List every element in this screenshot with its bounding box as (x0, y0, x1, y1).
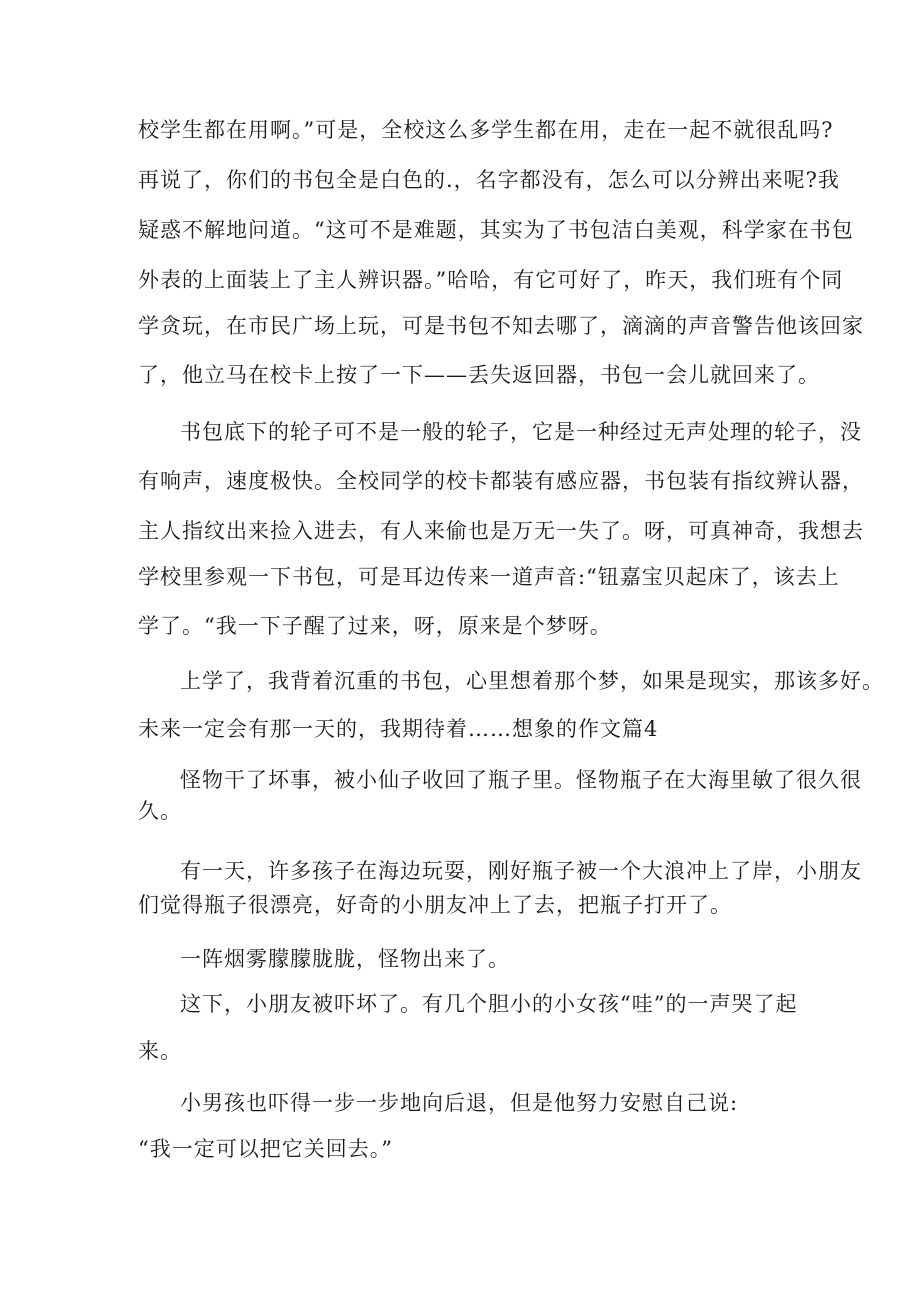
text-line: 上学了，我背着沉重的书包，心里想着那个梦，如果是现实，那该多好。 (180, 669, 884, 693)
text-line: 小男孩也吓得一步一步地向后退，但是他努力安慰自己说: (180, 1091, 739, 1115)
text-line: 学校里参观一下书包，可是耳边传来一道声音:“钮嘉宝贝起床了，该去上 (138, 565, 840, 589)
text-line: 再说了，你们的书包全是白色的.，名字都没有，怎么可以分辨出来呢?我 (138, 168, 840, 192)
text-line: 未来一定会有那一天的，我期待着……想象的作文篇4 (138, 717, 659, 741)
text-line: 疑惑不解地问道。“这可不是难题，其实为了书包洁白美观，科学家在书包 (138, 218, 854, 242)
text-line: 来。 (138, 1039, 182, 1063)
text-line: 怪物干了坏事，被小仙子收回了瓶子里。怪物瓶子在大海里敏了很久很 (180, 768, 862, 792)
text-line: 外表的上面装上了主人辨识器。”哈哈，有它可好了，昨天，我们班有个同 (138, 268, 844, 292)
text-line: 学贪玩，在市民广场上玩，可是书包不知去哪了，滴滴的声音警告他该回家 (138, 314, 864, 338)
text-line: 了，他立马在校卡上按了一下——丢失返回器，书包一会儿就回来了。 (138, 363, 820, 387)
text-line: 校学生都在用啊。”可是，全校这么多学生都在用，走在一起不就很乱吗? (138, 118, 834, 142)
text-line: 学了。“我一下子醒了过来，呀，原来是个梦呀。 (138, 614, 612, 638)
text-line: 们觉得瓶子很漂亮，好奇的小朋友冲上了去，把瓶子打开了。 (138, 893, 732, 917)
text-line: 有响声，速度极快。全校同学的校卡都装有感应器，书包装有指纹辨认器， (138, 469, 864, 493)
text-line: 有一天，许多孩子在海边玩耍，刚好瓶子被一个大浪冲上了岸，小朋友 (180, 859, 862, 883)
text-line: “我一定可以把它关回去。” (138, 1137, 393, 1161)
text-line: 主人指纹出来捡入进去，有人来偷也是万无一失了。呀，可真神奇，我想去 (138, 519, 864, 543)
text-line: 书包底下的轮子可不是一般的轮子，它是一种经过无声处理的轮子，没 (180, 420, 862, 444)
text-line: 一阵烟雾朦朦胧胧，怪物出来了。 (180, 947, 510, 971)
text-line: 这下，小朋友被吓坏了。有几个胆小的小女孩“哇”的一声哭了起 (180, 992, 798, 1016)
text-line: 久。 (138, 799, 182, 823)
